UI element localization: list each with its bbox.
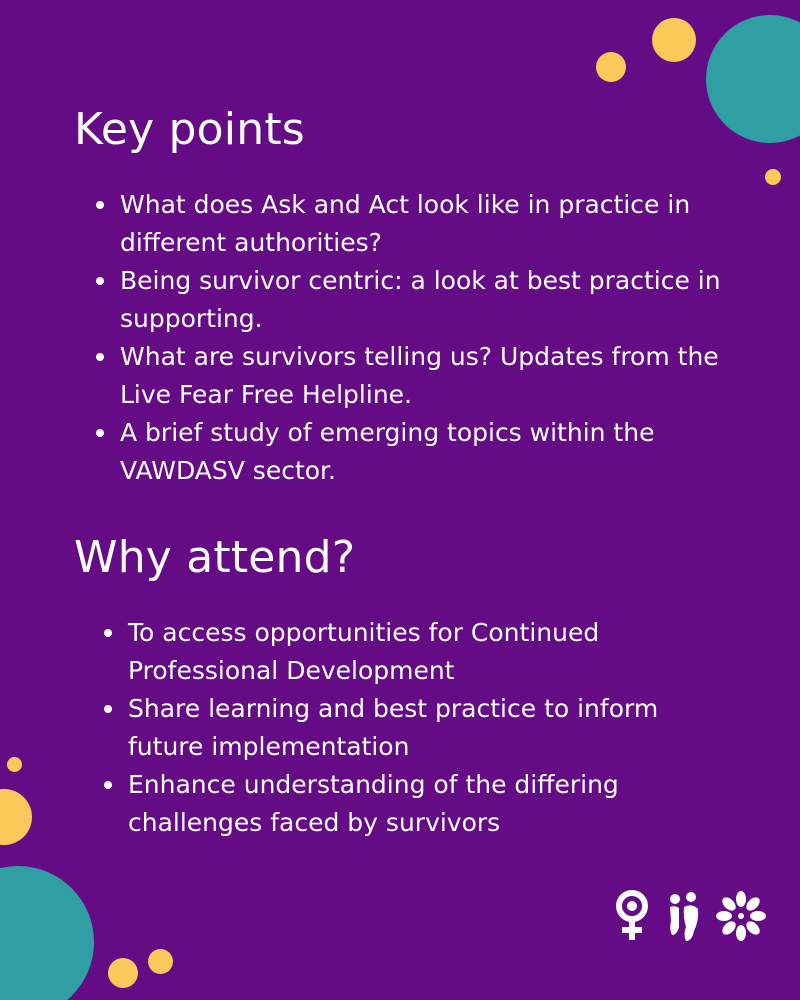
decorative-circle-teal-top-right — [706, 15, 800, 143]
why-attend-heading: Why attend? — [74, 532, 356, 583]
decorative-circle-teal-bottom-left — [0, 866, 94, 1000]
list-item: A brief study of emerging topics within the VAWDASV sector. — [94, 414, 754, 490]
key-points-list — [94, 186, 754, 490]
list-item: What does Ask and Act look like in practice in different authorities? — [94, 186, 754, 262]
decorative-dot-yellow — [596, 52, 626, 82]
decorative-dot-yellow — [765, 169, 781, 185]
decorative-dot-yellow — [7, 757, 22, 772]
female-symbol-icon — [612, 889, 652, 943]
list-item: Enhance understanding of the differing challenges faced by survivors — [102, 766, 702, 842]
list-item: Being survivor centric: a look at best practice in supporting. — [94, 262, 754, 338]
decorative-dot-yellow — [148, 949, 173, 974]
flower-icon — [716, 891, 766, 941]
decorative-dot-yellow — [652, 18, 696, 62]
list-item: What are survivors telling us? Updates from the Live Fear Free Helpline. — [94, 338, 754, 414]
people-icon — [666, 891, 702, 943]
decorative-dot-yellow — [0, 789, 32, 845]
list-item: Share learning and best practice to inform future implementation — [102, 690, 702, 766]
decorative-dot-yellow — [108, 958, 138, 988]
list-item: To access opportunities for Continued Professional Development — [102, 614, 702, 690]
icon-group — [612, 889, 772, 945]
why-attend-list — [102, 614, 702, 842]
key-points-heading: Key points — [74, 104, 305, 155]
